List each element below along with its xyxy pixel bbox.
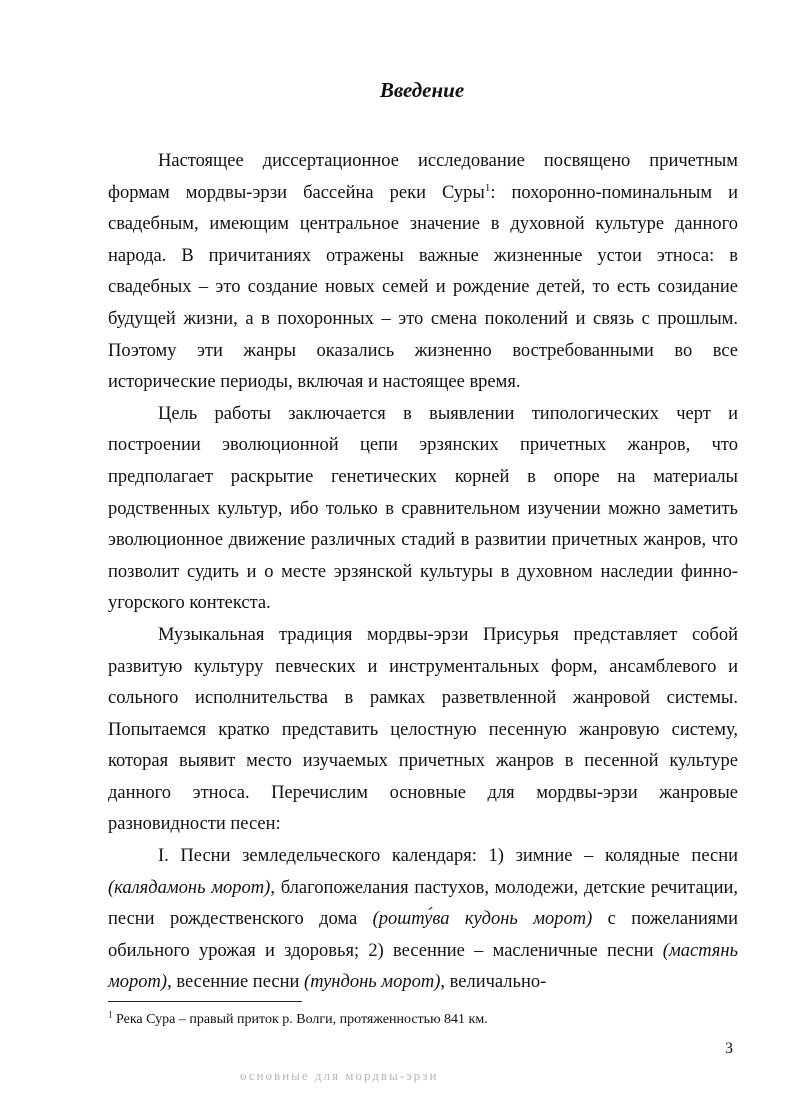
genre-list-text: I. Песни земледельческого календаря: 1) зимние – колядные песни [158,846,738,867]
paragraph-intro [108,146,738,399]
paragraph-intro-text: Настоящее диссертационное исследование посвящено причетным формам мордвы-эрзи бассейна реки Суры [108,151,738,203]
genre-term: (рошту́ва кудонь морот) [372,909,593,930]
genre-term: (калядамонь морот) [108,877,271,898]
genre-list-text: , весенние песни [167,972,305,993]
genre-list-text: , величально- [440,972,547,993]
genre-list-text: с пожеланиями обильного урожая и здоровья; 2) весенние – масленичные песни [108,909,739,961]
page-title: Введение [379,78,465,102]
genre-term: (тундонь морот) [304,972,441,993]
bleed-through-text: основные для мордвы-эрзи [240,1068,439,1083]
footnote-divider [108,1001,302,1002]
footnote [108,1011,488,1029]
genre-list-text: , благопожелания пастухов, молодежи, детские речитации, песни рождественского дома [108,877,739,930]
paragraph-goal: Цель работы заключается в выявлении типологических черт и построении эволюционной цепи эрзянских причетных жанров, что предполагает раскрытие генетических корней в опоре на материалы родственных культур, ибо только в сравнительном изучении можно заметить эволюционное движение различных стадий в развитии причетных жанров, что позволит судить и о месте эрзянской культуры в духовном наследии финно-угорского контекста. [108,403,738,614]
paragraph-tradition: Музыкальная традиция мордвы-эрзи Присурья представляет собой развитую культуру певческих и инструментальных форм, ансамблевого и сольного исполнительства в рамках разветвленной жанровой системы. Попытаемся кратко представить целостную песенную жанровую систему, которая выявит место изучаемых причетных жанров в песенной культуре данного этноса. Перечислим основные для мордвы-эрзи жанровые разновидности песен: [108,624,738,835]
paragraph-intro-continuation: : похоронно-поминальным и свадебным, имеющим центральное значение в духовной культуре данного народа. В причитаниях отражены важные жизненные устои этноса: в свадебных – это создание новых семей и рождение детей, то есть созидание будущей жизни, а в похоронных – это смена поколений и связь с прошлым. Поэтому эти жанры оказались жизненно востребованными во все исторические периоды, включая и настоящее время. [108,182,738,393]
paragraph-genre-list [108,841,738,999]
footnote-text: Река Сура – правый приток р. Волги, протяженностью 841 км. [112,1012,488,1027]
body-text [108,146,738,999]
footnote-reference: 1 [484,181,491,194]
footnote-mark: 1 [108,1009,113,1020]
page-number: 3 [725,1040,733,1057]
genre-term: (мастянь морот) [108,940,738,993]
